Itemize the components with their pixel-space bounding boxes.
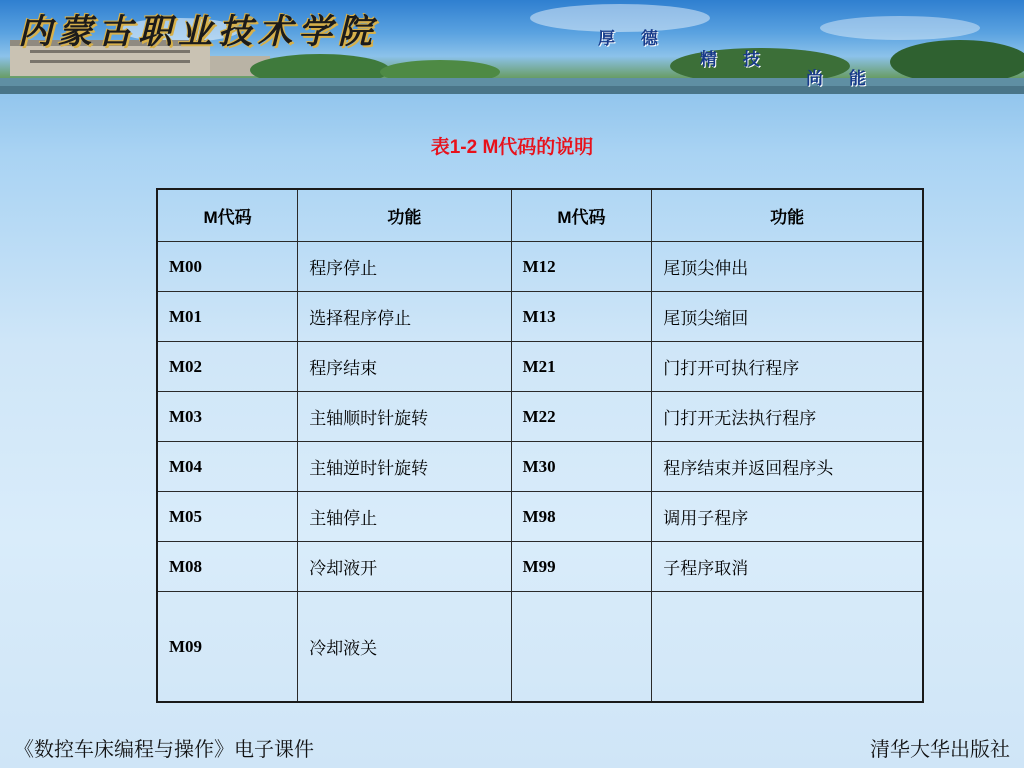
cell-code — [511, 592, 652, 703]
cell-code: M05 — [157, 492, 298, 542]
cell-function: 程序结束并返回程序头 — [652, 442, 923, 492]
header-function-1: 功能 — [298, 189, 511, 242]
footer-course-title: 《数控车床编程与操作》电子课件 — [14, 737, 314, 761]
footer-publisher: 清华大华出版社 — [870, 737, 1010, 761]
motto-line-1: 厚 德 — [598, 29, 668, 49]
cell-code: M12 — [511, 242, 652, 292]
cell-function: 冷却液开 — [298, 542, 511, 592]
table-header-row — [157, 189, 923, 242]
cell-code: M30 — [511, 442, 652, 492]
cell-code: M21 — [511, 342, 652, 392]
cell-function: 主轴顺时针旋转 — [298, 392, 511, 442]
header-code-2: M代码 — [511, 189, 652, 242]
cell-code: M22 — [511, 392, 652, 442]
college-name-title: 内蒙古职业技术学院 — [18, 12, 378, 52]
m-code-table — [156, 188, 924, 703]
cell-code: M00 — [157, 242, 298, 292]
table-caption: 表1-2 M代码的说明 — [430, 137, 594, 158]
cell-code: M01 — [157, 292, 298, 342]
table-row — [157, 592, 923, 703]
cell-function — [652, 592, 923, 703]
table-row — [157, 542, 923, 592]
header-code-1: M代码 — [157, 189, 298, 242]
cell-code: M09 — [157, 592, 298, 703]
cell-function: 尾顶尖伸出 — [652, 242, 923, 292]
cell-code: M13 — [511, 292, 652, 342]
cell-function: 选择程序停止 — [298, 292, 511, 342]
cell-code: M08 — [157, 542, 298, 592]
cell-code: M98 — [511, 492, 652, 542]
cell-code: M99 — [511, 542, 652, 592]
cell-function: 程序结束 — [298, 342, 511, 392]
cell-function: 调用子程序 — [652, 492, 923, 542]
motto-line-3: 尚 能 — [806, 69, 876, 89]
table-row — [157, 492, 923, 542]
header-banner — [0, 0, 1024, 94]
cell-function: 主轴停止 — [298, 492, 511, 542]
cell-function: 冷却液关 — [298, 592, 511, 703]
table-row — [157, 342, 923, 392]
cell-code: M04 — [157, 442, 298, 492]
cell-function: 主轴逆时针旋转 — [298, 442, 511, 492]
cell-code: M03 — [157, 392, 298, 442]
cell-function: 门打开可执行程序 — [652, 342, 923, 392]
cell-function: 子程序取消 — [652, 542, 923, 592]
header-function-2: 功能 — [652, 189, 923, 242]
cell-code: M02 — [157, 342, 298, 392]
table-row — [157, 292, 923, 342]
table-row — [157, 242, 923, 292]
table-row — [157, 442, 923, 492]
table-row — [157, 392, 923, 442]
cell-function: 程序停止 — [298, 242, 511, 292]
cell-function: 门打开无法执行程序 — [652, 392, 923, 442]
cell-function: 尾顶尖缩回 — [652, 292, 923, 342]
motto-line-2: 精 技 — [700, 50, 770, 70]
